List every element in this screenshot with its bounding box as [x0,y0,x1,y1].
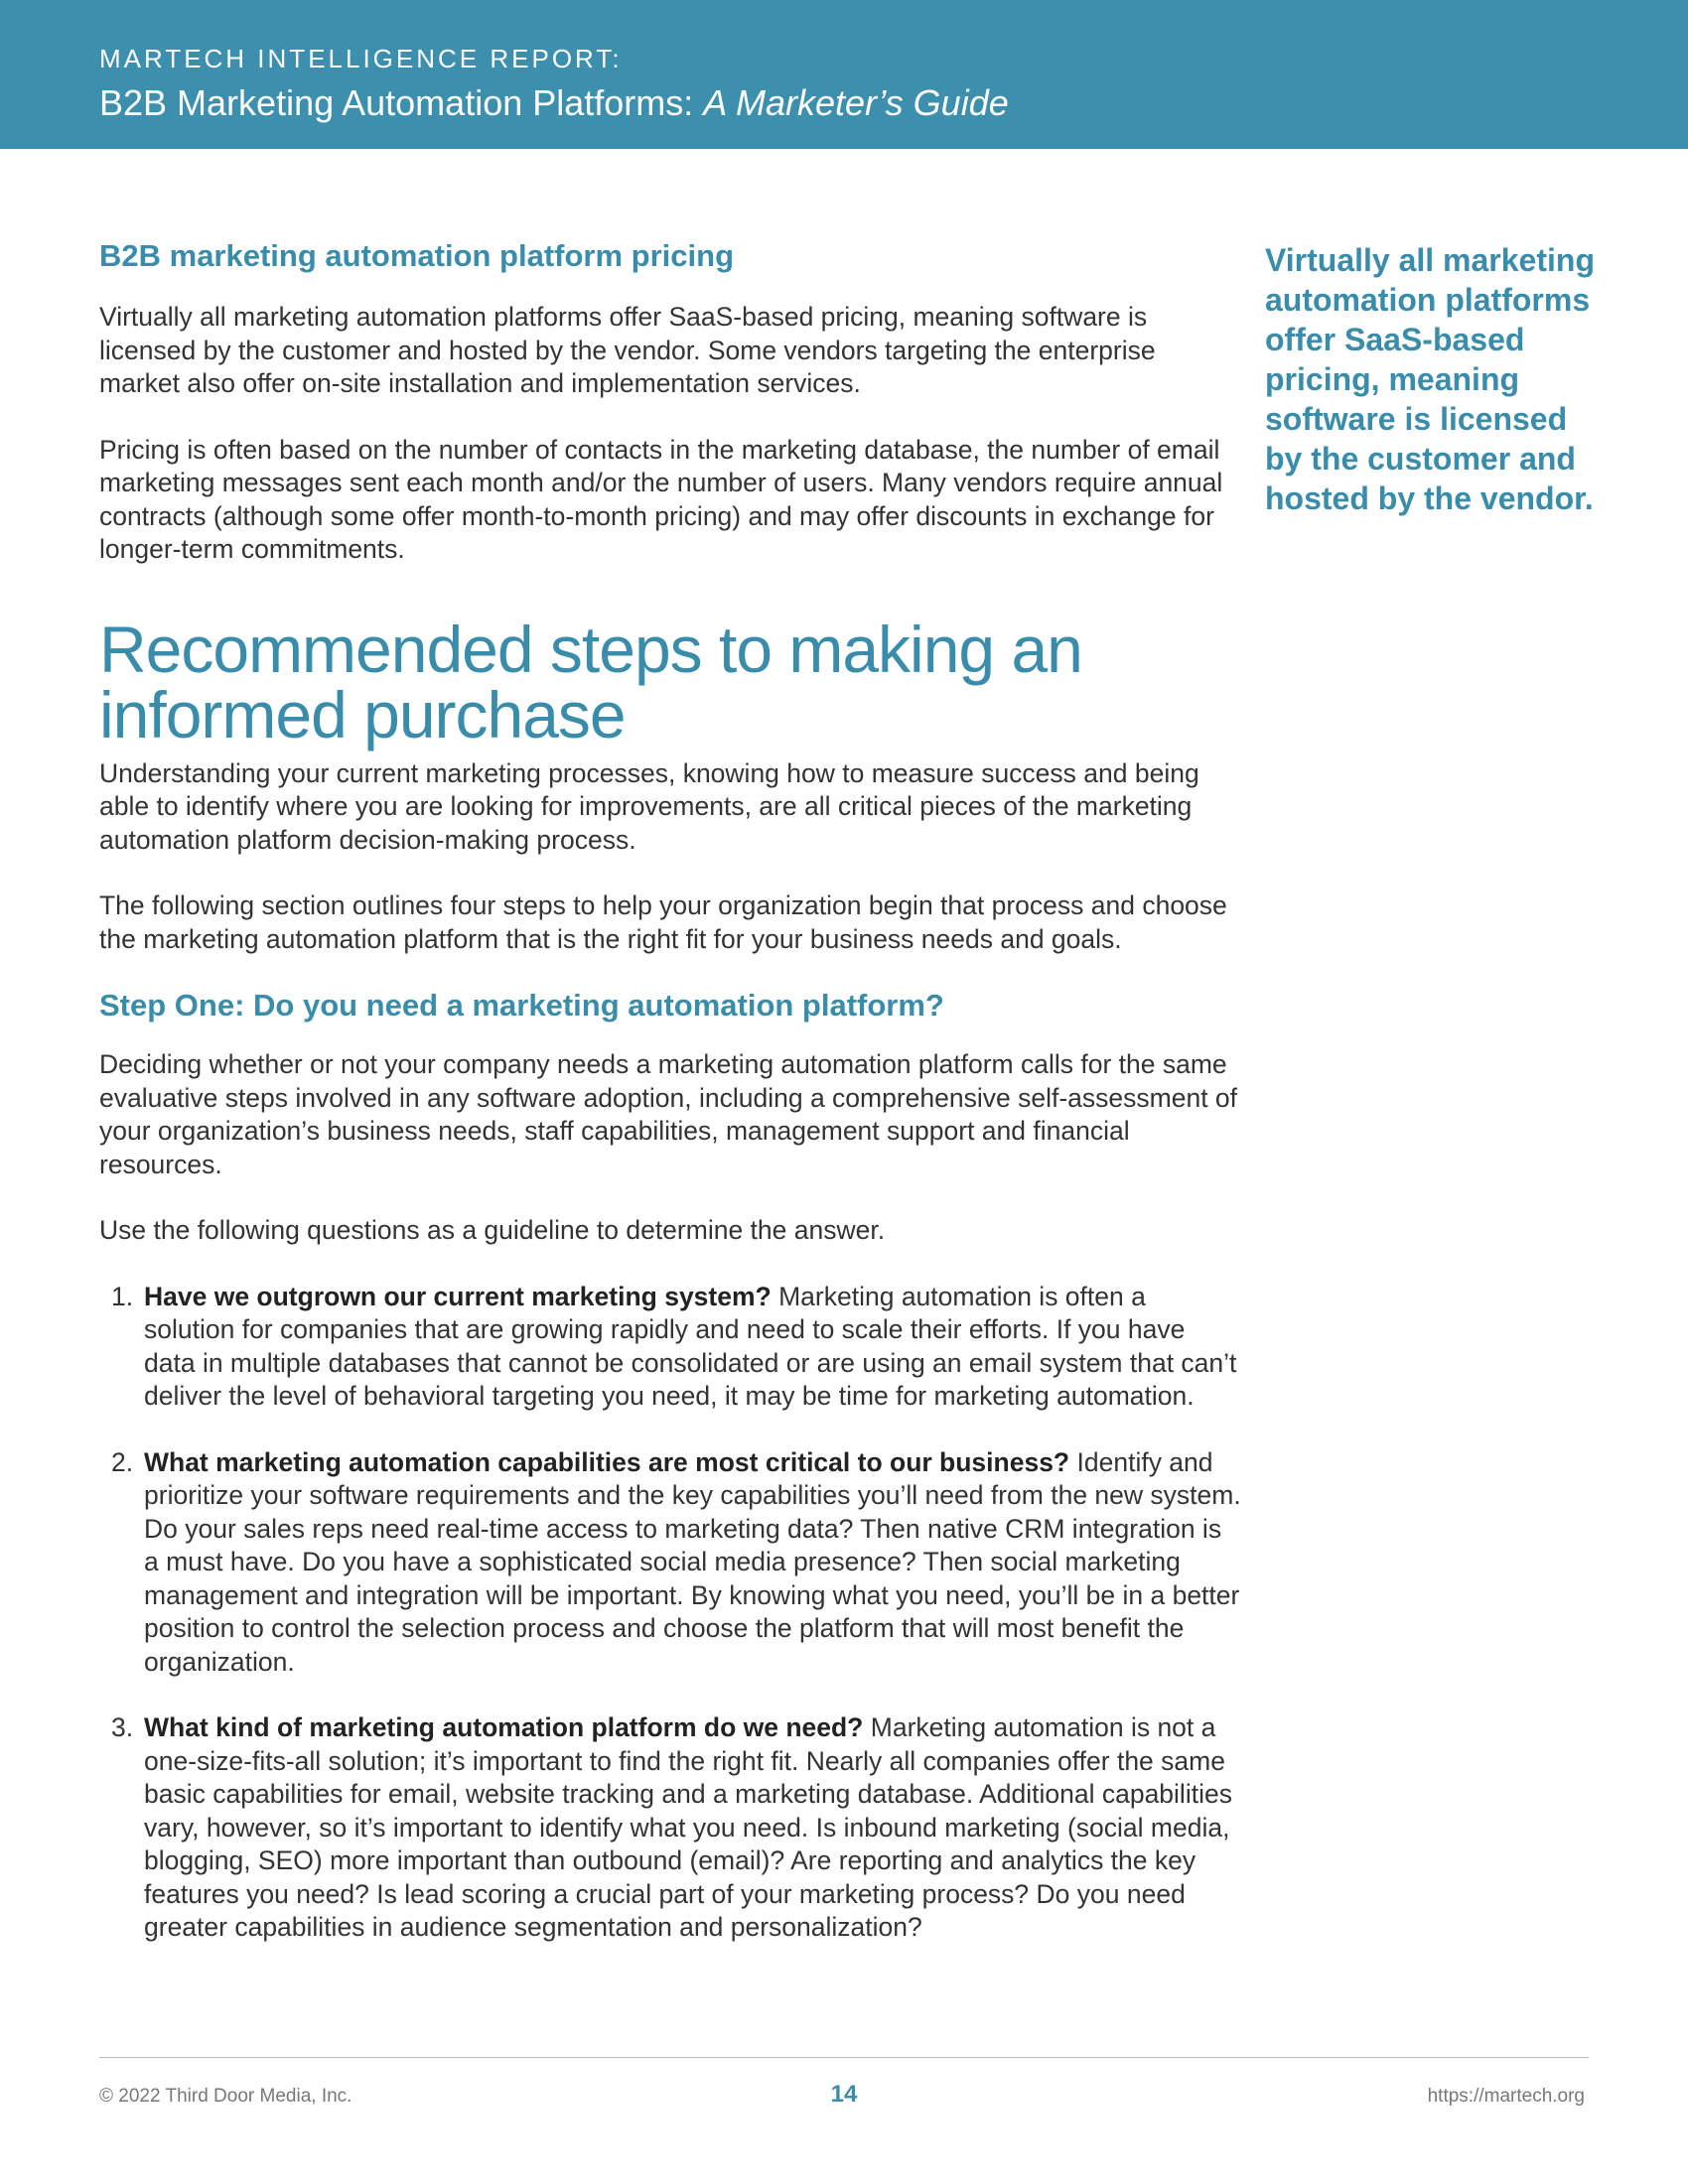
step-one-heading: Step One: Do you need a marketing automation platform? [99,988,944,1023]
footer-url[interactable]: https://martech.org [1427,2086,1585,2107]
pricing-paragraph-1: Virtually all marketing automation platforms offer SaaS-based pricing, meaning software is licensed by the customer and hosted by the vendor. Some vendors targeting the enterprise market also offer on-site installation and implementation services. [99,302,1156,398]
steps-heading: Recommended steps to making an informed purchase [99,612,1082,751]
list-item-question: Have we outgrown our current marketing system? [144,1281,772,1311]
list-item-question: What marketing automation capabilities are most critical to our business? [144,1446,1070,1477]
report-header-banner [0,0,1688,149]
steps-paragraph-2: The following section outlines four steps to help your organization begin that process and choose the marketing automation platform that is the right fit for your business needs and goals. [99,890,1227,954]
list-item-answer: Marketing automation is not a one-size-fits-all solution; it’s important to find the right fit. Nearly all companies offer the same basic capabilities for email, website tracking and a marketing database. Additional capabilities vary, however, so it’s important to identify what you need. Is inbound marketing (social media, blogging, SEO) more important than outbound (email)? Are reporting and analytics the key features you need? Is lead scoring a crucial part of your marketing process? Do you need greater capabilities in audience segmentation and personalization? [144,1712,1232,1942]
list-item-answer: Identify and prioritize your software requirements and the key capabilities you’ll need from the new system. Do your sales reps need real-time access to marketing data? Then native CRM integration is a must have. Do you have a sophisticated social media presence? Then social marketing management and integration will be important. By knowing what you need, you’ll be in a better position to control the selection process and choose the platform that will most benefit the organization. [144,1446,1241,1677]
list-item-number: 1. [111,1281,134,1311]
report-kicker: MARTECH INTELLIGENCE REPORT: [99,44,623,73]
step-one-paragraph-2: Use the following questions as a guideline to determine the answer. [99,1215,886,1245]
pricing-paragraph-2: Pricing is often based on the number of contacts in the marketing database, the number of email marketing messages sent each month and/or the number of users. Many vendors require annual contracts (although some offer month-to-month pricing) and may offer discounts in exchange for longer-term commitments. [99,434,1223,564]
pull-quote: Virtually all marketing automation platforms offer SaaS-based pricing, meaning software is licensed by the customer and hosted by the vendor. [1265,242,1595,516]
report-title-main: B2B Marketing Automation Platforms: [99,82,704,123]
steps-paragraph-1: Understanding your current marketing processes, knowing how to measure success and being able to identify where you are looking for improvements, are all critical pieces of the marketing automation platform decision-making process. [99,757,1199,855]
footer-copyright: © 2022 Third Door Media, Inc. [99,2086,352,2107]
question-list [99,1281,1241,1945]
report-title-italic: A Marketer’s Guide [703,82,1009,123]
list-item-answer: Marketing automation is often a solution for companies that are growing rapidly and need to scale their efforts. If you have data in multiple databases that cannot be consolidated or are using an email system that can’t deliver the level of behavioral targeting you need, it may be time for marketing automation. [144,1281,1237,1411]
list-item-number: 3. [111,1712,134,1742]
list-item-number: 2. [111,1446,134,1477]
list-item [99,1281,1241,1414]
list-item-question: What kind of marketing automation platform do we need? [144,1712,864,1742]
main-column [99,236,1241,1945]
page-number: 14 [830,2081,858,2108]
step-one-paragraph-1: Deciding whether or not your company needs a marketing automation platform calls for the same evaluative steps involved in any software adoption, including a comprehensive self-assessment of your organization’s business needs, staff capabilities, management support and financial resources. [99,1049,1238,1179]
footer-divider [99,2057,1589,2058]
pricing-heading: B2B marketing automation platform pricing [99,238,735,273]
list-item [99,1711,1241,1945]
report-title [99,81,1009,125]
list-item [99,1446,1241,1680]
